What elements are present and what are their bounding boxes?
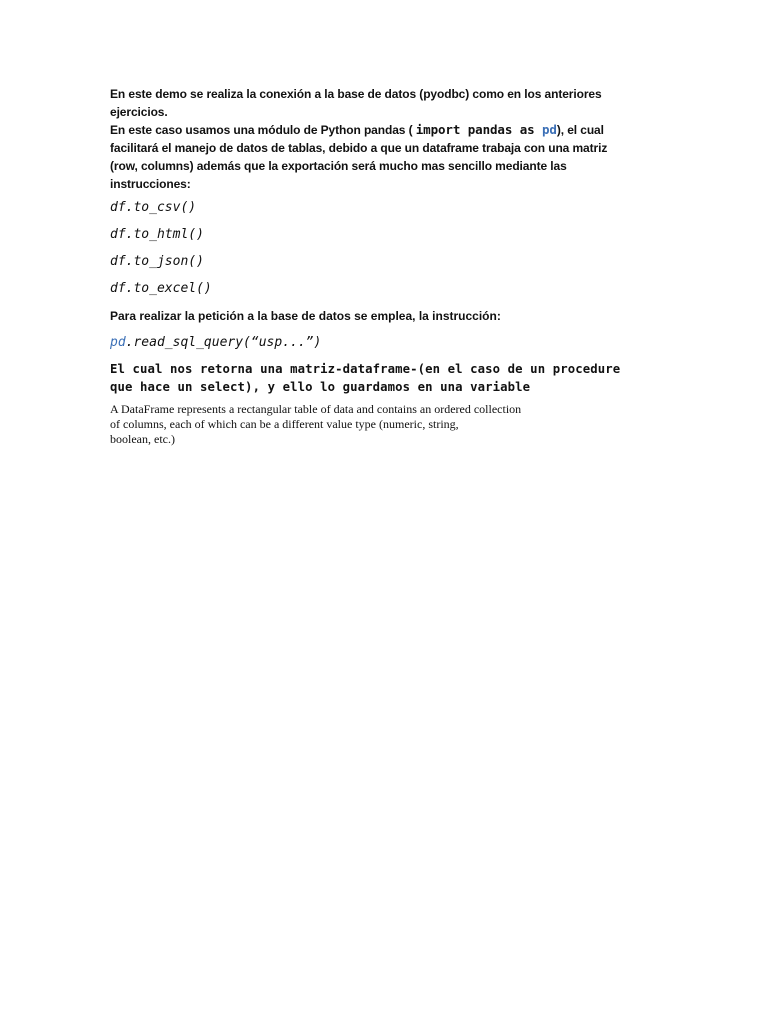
pandas-line-2: facilitará el manejo de datos de tablas, debido a que un dataframe trabaja con una matriz [110,141,608,155]
intro-line-2: ejercicios. [110,105,168,119]
request-label: Para realizar la petición a la base de datos se emplea, la instrucción: [110,309,501,323]
pandas-line-4: instrucciones: [110,177,191,191]
definition-line-2: of columns, each of which can be a different value type (numeric, string, [110,417,459,431]
read-sql-prefix: pd [110,335,126,350]
code-to-html: df.to_html() [110,227,204,242]
pandas-line-1 [110,121,650,139]
document-body [110,85,650,447]
intro-paragraph [110,85,650,121]
intro-line-1: En este demo se realiza la conexión a la base de datos (pyodbc) como en los anteriores [110,87,602,101]
returns-paragraph [110,360,650,396]
import-code: import pandas as [415,122,542,137]
pandas-line-1-end: ), el cual [556,123,604,137]
code-to-excel: df.to_excel() [110,281,212,296]
pandas-paragraph [110,121,650,193]
dataframe-definition [110,402,650,447]
code-to-csv: df.to_csv() [110,200,197,215]
definition-line-1: A DataFrame represents a rectangular table of data and contains an ordered collection [110,402,522,416]
read-sql-call: .read_sql_query(“usp...”) [125,335,322,350]
pandas-line-3: (row, columns) además que la exportación será mucho mas sencillo mediante las [110,159,567,173]
code-read-sql [110,334,650,352]
pd-alias: pd [541,122,557,137]
definition-line-3: boolean, etc.) [110,432,175,446]
returns-line-2: que hace un select), y ello lo guardamos en una variable [110,380,531,394]
pandas-line-1-text: En este caso usamos una módulo de Python pandas ( [110,123,416,137]
code-to-json: df.to_json() [110,254,204,269]
returns-line-1: El cual nos retorna una matriz-dataframe-(en el caso de un procedure [110,362,621,376]
